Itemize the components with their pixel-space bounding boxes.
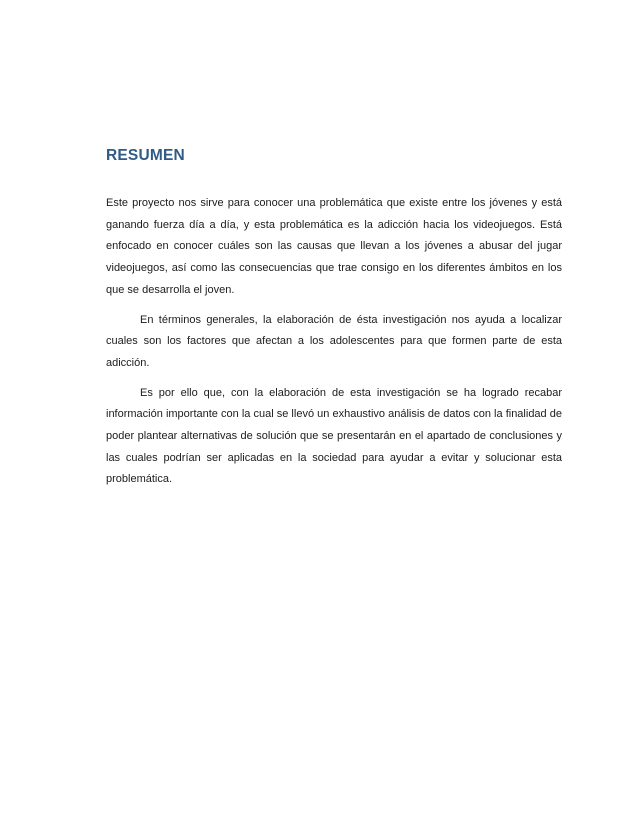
abstract-paragraph-2: En términos generales, la elaboración de ésta investigación nos ayuda a localizar cuales son los factores que afectan a los adolescentes para que formen parte de esta adicción. — [106, 313, 562, 369]
abstract-paragraph-1: Este proyecto nos sirve para conocer una problemática que existe entre los jóvenes y está ganando fuerza día a día, y esta problemática es la adicción hacia los videojuegos. Está enfocado en conocer cuáles son las causas que llevan a los jóvenes a abusar del jugar videojuegos, así como las consecuencias que trae consigo en los diferentes ámbitos en los que se desarrolla el joven. — [106, 197, 562, 296]
abstract-section — [106, 146, 562, 491]
section-heading: RESUMEN — [106, 147, 185, 164]
abstract-paragraph-3: Es por ello que, con la elaboración de esta investigación se ha logrado recabar información importante con la cual se llevó un exhaustivo análisis de datos con la finalidad de poder plantear alternativas de solución que se presentarán en el apartado de conclusiones y las cuales podrían ser aplicadas en la sociedad para ayudar a evitar y solucionar esta problemática. — [106, 386, 562, 486]
